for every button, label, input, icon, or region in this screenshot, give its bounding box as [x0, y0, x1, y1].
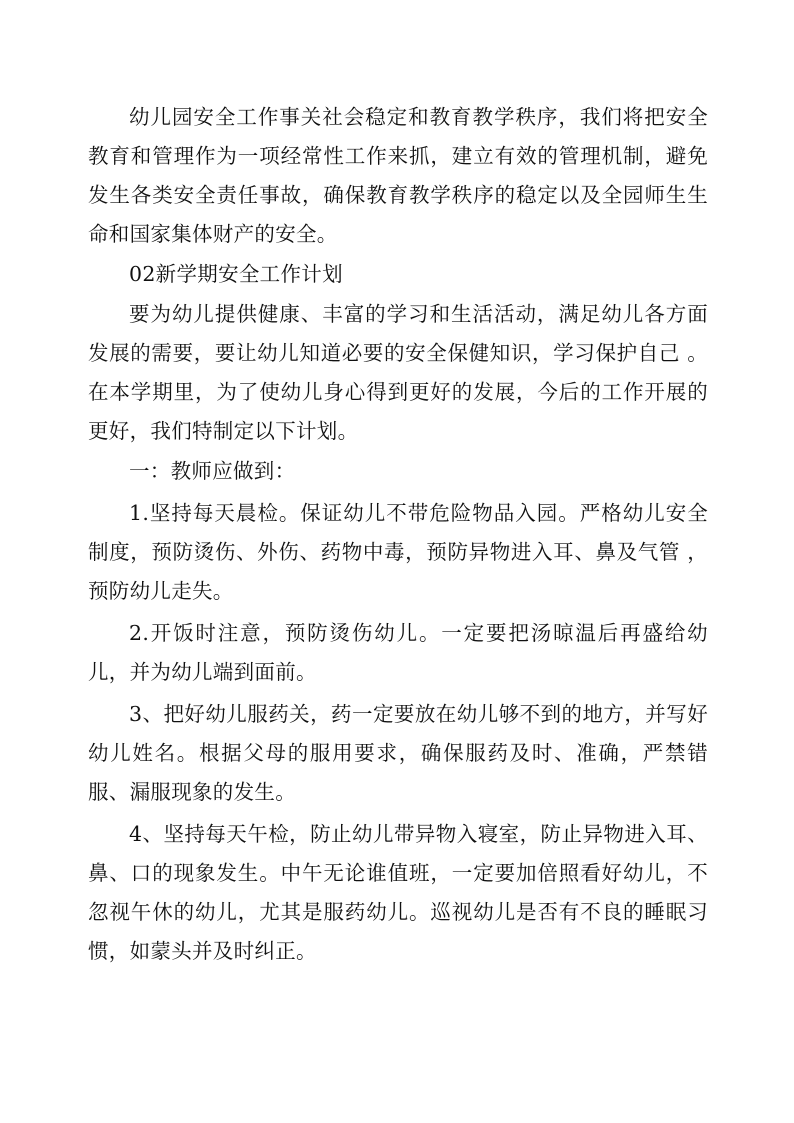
duty-item-1: 1.坚持每天晨检。保证幼儿不带危险物品入园。严格幼儿安全制度，预防烫伤、外伤、药物中毒，预防异物进入耳、鼻及气管 ，预防幼儿走失。: [88, 501, 708, 603]
duty-item-3: 3、把好幼儿服药关，药一定要放在幼儿够不到的地方，并写好幼儿姓名。根据父母的服用要求，确保服药及时、准确，严禁错服、漏服现象的发生。: [88, 702, 708, 804]
duty-item-2: 2.开饭时注意，预防烫伤幼儿。一定要把汤晾温后再盛给幼儿，并为幼儿端到面前。: [88, 621, 708, 684]
plan-paragraph: 要为幼儿提供健康、丰富的学习和生活活动，满足幼儿各方面发展的需要，要让幼儿知道必要的安全保健知识，学习保护自己 。在本学期里，为了使幼儿身心得到更好的发展，今后的工作开展的更好，我们特制定以下计划。: [88, 302, 708, 443]
document-body: [88, 98, 708, 971]
duty-item-4: 4、坚持每天午检，防止幼儿带异物入寝室，防止异物进入耳、鼻、口的现象发生。中午无论谁值班，一定要加倍照看好幼儿，不忽视午休的幼儿，尤其是服药幼儿。巡视幼儿是否有不良的睡眠习惯，如蒙头并及时纠正。: [88, 822, 708, 963]
section-heading: 02新学期安全工作计划: [129, 262, 343, 286]
teacher-duties-heading: 一：教师应做到：: [129, 459, 296, 483]
intro-paragraph: 幼儿园安全工作事关社会稳定和教育教学秩序，我们将把安全教育和管理作为一项经常性工作来抓，建立有效的管理机制，避免发生各类安全责任事故，确保教育教学秩序的稳定以及全园师生生命和国家集体财产的安全。: [88, 105, 708, 246]
